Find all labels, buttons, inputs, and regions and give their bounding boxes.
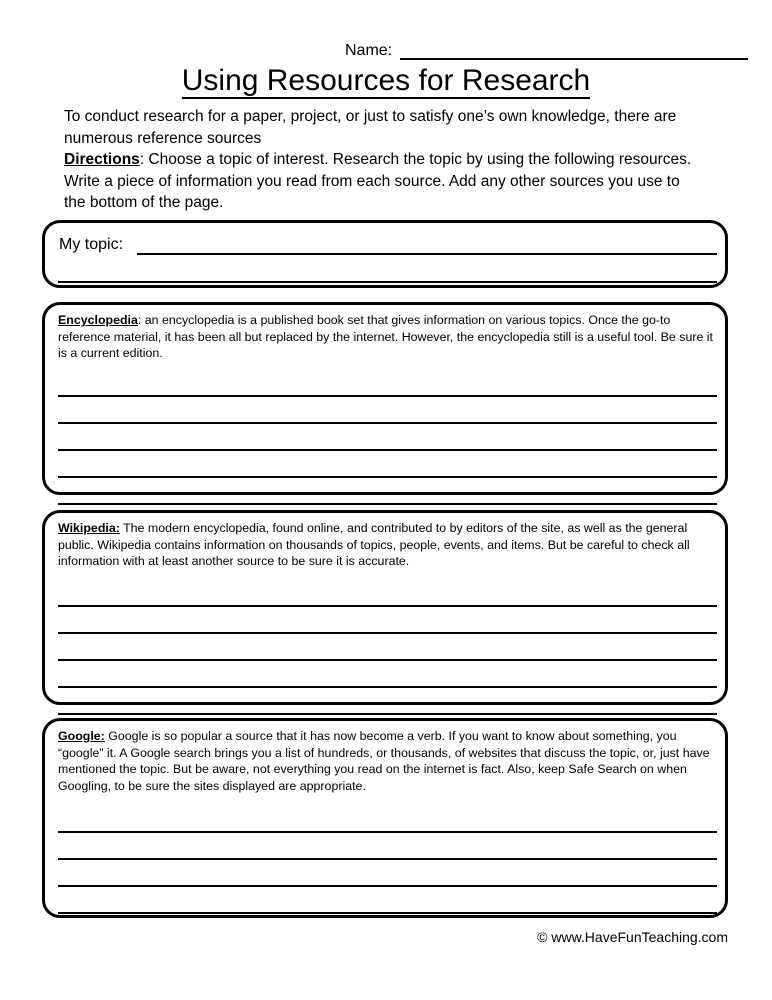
encyclopedia-heading-suffix: : <box>137 313 142 327</box>
intro-sentence: To conduct research for a paper, project, or just to satisfy one’s own knowledge, there are numerous reference sources <box>64 108 677 147</box>
encyclopedia-body: an encyclopedia is a published book set that gives information on various topics. Once the go-to reference material, it has been all but replaced by the internet. However, the encyclopedia still is a useful tool. Be sure it is a current edition. <box>58 313 713 360</box>
write-line[interactable] <box>58 451 717 478</box>
name-write-line[interactable] <box>400 44 748 60</box>
wikipedia-write-lines <box>58 580 717 715</box>
name-label: Name: <box>345 42 393 59</box>
write-line[interactable] <box>58 634 717 661</box>
write-line[interactable] <box>58 860 717 887</box>
name-field-row <box>345 42 748 60</box>
encyclopedia-box <box>42 302 728 495</box>
directions-label: Directions <box>64 151 140 168</box>
encyclopedia-heading: Encyclopedia <box>58 313 138 327</box>
write-line[interactable] <box>58 688 717 715</box>
write-line[interactable] <box>58 478 717 505</box>
my-topic-write-line-2[interactable] <box>58 281 717 283</box>
google-heading: Google: <box>58 729 105 743</box>
my-topic-label: My topic: <box>59 236 124 253</box>
write-line[interactable] <box>58 607 717 634</box>
my-topic-box <box>42 220 728 288</box>
google-box <box>42 718 728 918</box>
wikipedia-body: The modern encyclopedia, found online, and contributed to by editors of the site, as well as the general public. Wikipedia contains information on thousands of topics, people, events, and items. But be careful to check all information with at least another source to be sure it is accurate. <box>58 521 690 568</box>
write-line[interactable] <box>58 661 717 688</box>
my-topic-write-line-1[interactable] <box>137 253 717 255</box>
wikipedia-description <box>58 520 718 570</box>
write-line[interactable] <box>58 424 717 451</box>
write-line[interactable] <box>58 887 717 914</box>
directions-text: : Choose a topic of interest. Research the topic by using the following resources. Write a piece of information you read from each source. Add any other sources you use to the bottom of the page. <box>64 151 692 211</box>
page-title-text: Using Resources for Research <box>181 64 591 97</box>
google-description <box>58 728 718 794</box>
page-title <box>0 64 772 98</box>
intro-block <box>64 106 704 214</box>
wikipedia-heading: Wikipedia: <box>58 521 120 535</box>
write-line[interactable] <box>58 833 717 860</box>
footer-copyright: © www.HaveFunTeaching.com <box>537 929 728 945</box>
google-write-lines <box>58 806 717 914</box>
directions-paragraph <box>64 149 704 214</box>
write-line[interactable] <box>58 580 717 607</box>
write-line[interactable] <box>58 397 717 424</box>
encyclopedia-description <box>58 312 718 362</box>
write-line[interactable] <box>58 806 717 833</box>
write-line[interactable] <box>58 370 717 397</box>
wikipedia-box <box>42 510 728 705</box>
google-body: Google is so popular a source that it has now become a verb. If you want to know about something, you “google” it. A Google search brings you a list of hundreds, or thousands, of websites that discuss the topic, or, just have mentioned the topic. But be aware, not everything you read on the internet is fact. Also, keep Safe Search on when Googling, to be sure the sites displayed are appropriate. <box>58 729 710 793</box>
encyclopedia-write-lines <box>58 370 717 505</box>
